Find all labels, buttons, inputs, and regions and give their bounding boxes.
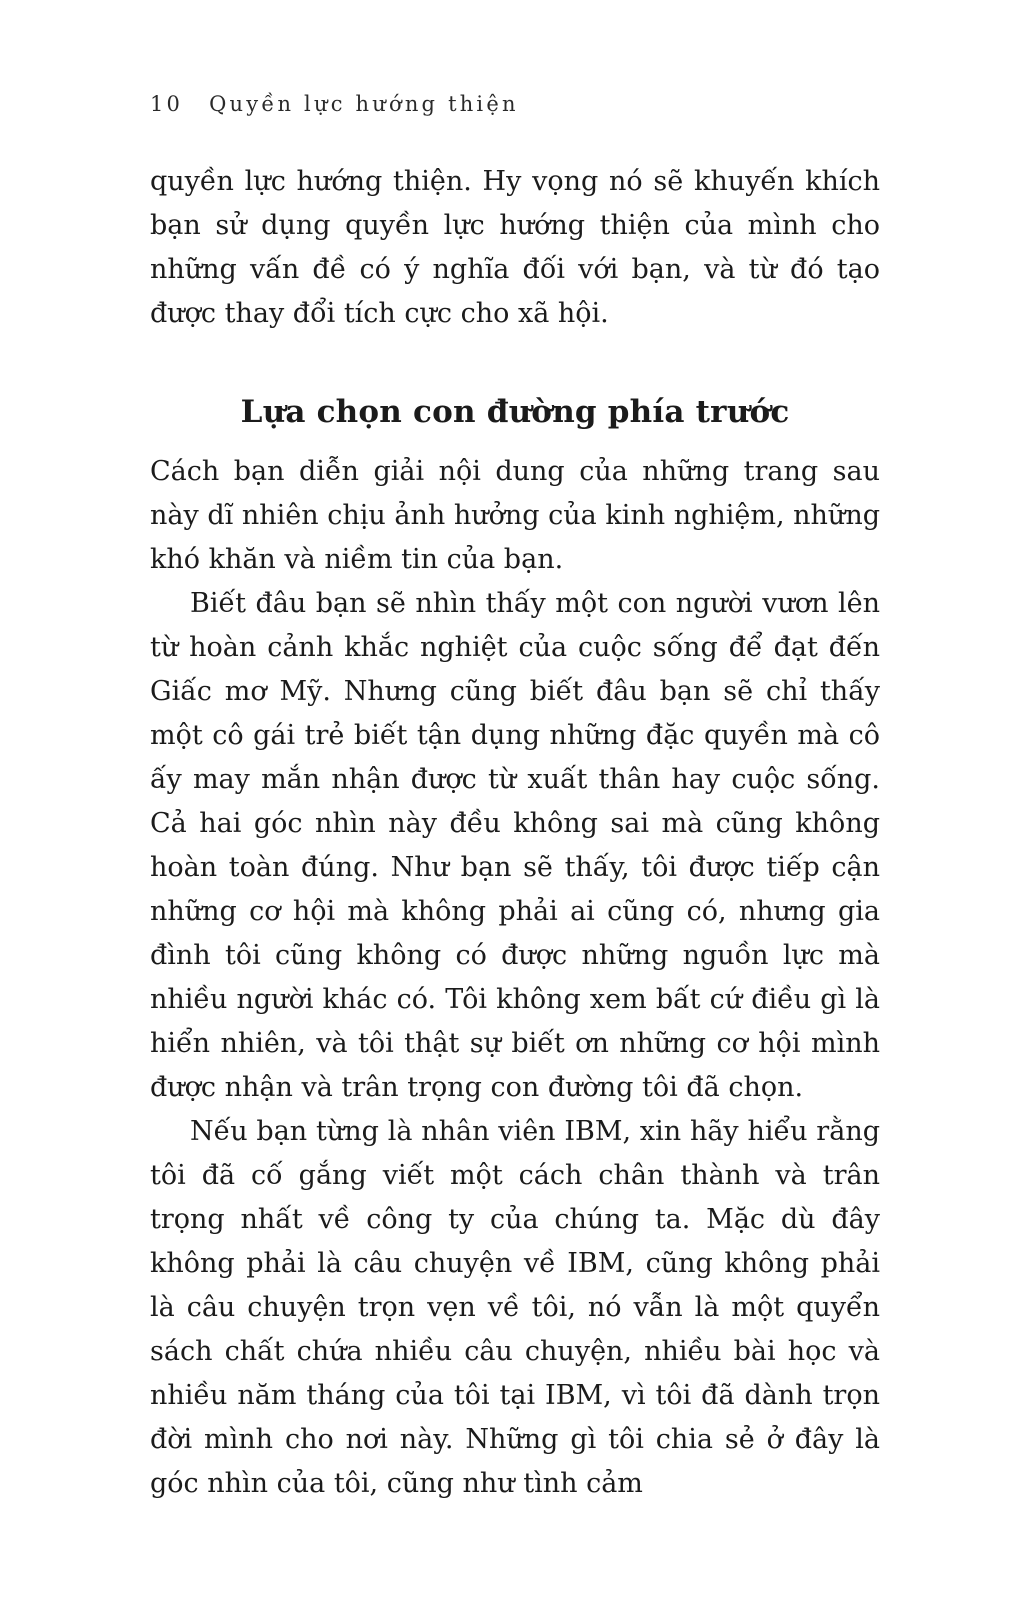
paragraph-1: Cách bạn diễn giải nội dung của những trang sau này dĩ nhiên chịu ảnh hưởng của kinh nghiệm, những khó khăn và niềm tin của bạn. (150, 456, 880, 575)
book-title: Quyền lực hướng thiện (209, 92, 519, 116)
section-title: Lựa chọn con đường phía trước (240, 394, 790, 430)
running-head (150, 92, 519, 116)
paragraph-3: Nếu bạn từng là nhân viên IBM, xin hãy hiểu rằng tôi đã cố gắng viết một cách chân thành và trân trọng nhất về công ty của chúng ta. Mặc dù đây không phải là câu chuyện về IBM, cũng không phải là câu chuyện trọn vẹn về tôi, nó vẫn là một quyển sách chất chứa nhiều câu chuyện, nhiều bài học và nhiều năm tháng của tôi tại IBM, vì tôi đã dành trọn đời mình cho nơi này. Những gì tôi chia sẻ ở đây là góc nhìn của tôi, cũng như tình cảm (150, 1116, 880, 1499)
section-body (150, 450, 880, 1506)
page-number: 10 (150, 92, 184, 116)
paragraph-2: Biết đâu bạn sẽ nhìn thấy một con người vươn lên từ hoàn cảnh khắc nghiệt của cuộc sống để đạt đến Giấc mơ Mỹ. Nhưng cũng biết đâu bạn sẽ chỉ thấy một cô gái trẻ biết tận dụng những đặc quyền mà cô ấy may mắn nhận được từ xuất thân hay cuộc sống. Cả hai góc nhìn này đều không sai mà cũng không hoàn toàn đúng. Như bạn sẽ thấy, tôi được tiếp cận những cơ hội mà không phải ai cũng có, nhưng gia đình tôi cũng không có được những nguồn lực mà nhiều người khác có. Tôi không xem bất cứ điều gì là hiển nhiên, và tôi thật sự biết ơn những cơ hội mình được nhận và trân trọng con đường tôi đã chọn. (150, 588, 880, 1103)
intro-paragraph: quyền lực hướng thiện. Hy vọng nó sẽ khuyến khích bạn sử dụng quyền lực hướng thiện của mình cho những vấn đề có ý nghĩa đối với bạn, và từ đó tạo được thay đổi tích cực cho xã hội. (150, 166, 880, 329)
